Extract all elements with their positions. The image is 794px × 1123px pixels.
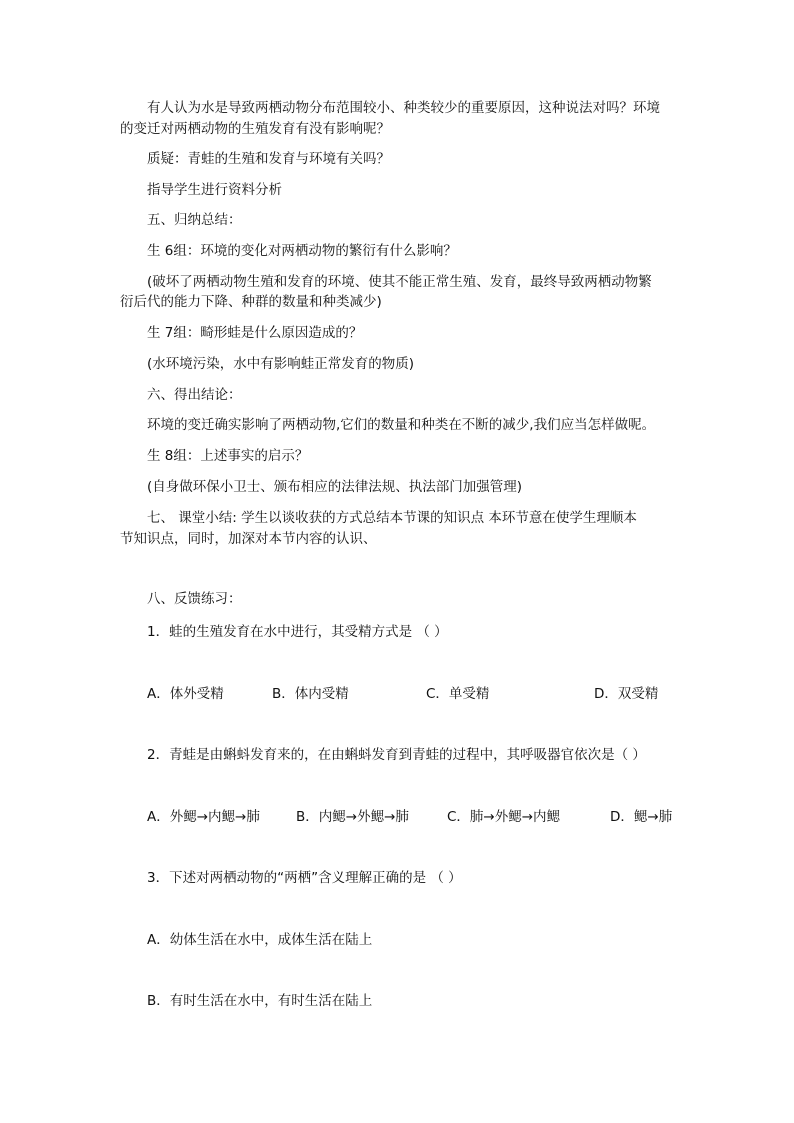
intro-guide: 指导学生进行资料分析 <box>147 182 282 198</box>
question-1-stem: 1．蛙的生殖发育在水中进行，其受精方式是 （ ） <box>147 624 448 640</box>
question-2-option-a: A．外鳃→内鳃→肺 <box>147 809 260 825</box>
group8-question: 生 8组：上述事实的启示？ <box>147 448 309 464</box>
question-3-option-b: B．有时生活在水中，有时生活在陆上 <box>147 993 373 1009</box>
question-2-option-c: C．肺→外鳃→内鳃 <box>447 809 561 825</box>
question-1-option-a: A．体外受精 <box>147 686 224 702</box>
section5-heading: 五、归纳总结： <box>147 212 242 228</box>
section8-heading: 八、反馈练习： <box>147 591 242 607</box>
group6-answer-line-1: (破坏了两栖动物生殖和发育的环境、使其不能正常生殖、发育，最终导致两栖动物繁 <box>147 274 652 290</box>
question-2-option-d: D．鳃→肺 <box>610 809 673 825</box>
intro-line-1: 有人认为水是导致两栖动物分布范围较小、种类较少的重要原因，这种说法对吗？环境 <box>147 100 660 116</box>
section6-heading: 六、得出结论： <box>147 387 242 403</box>
section7-line-2: 节知识点，同时，加深对本节内容的认识、 <box>120 531 377 547</box>
group6-question: 生 6组：环境的变化对两栖动物的繁衍有什么影响？ <box>147 243 457 259</box>
question-3-stem: 3．下述对两栖动物的“两栖”含义理解正确的是 （ ） <box>147 870 462 886</box>
section6-conclusion: 环境的变迁确实影响了两栖动物,它们的数量和种类在不断的减少,我们应当怎样做呢。 <box>147 417 656 433</box>
group8-answer: (自身做环保小卫士、颁布相应的法律法规、执法部门加强管理) <box>147 479 523 495</box>
question-1-option-d: D．双受精 <box>594 686 659 702</box>
question-1-option-c: C．单受精 <box>426 686 490 702</box>
intro-question: 质疑：青蛙的生殖和发育与环境有关吗？ <box>147 151 390 167</box>
question-3-option-a: A．幼体生活在水中，成体生活在陆上 <box>147 932 373 948</box>
section7-line-1: 七、 课堂小结: 学生以谈收获的方式总结本节课的知识点 本环节意在使学生理顺本 <box>147 510 637 526</box>
question-1-option-b: B．体内受精 <box>272 686 349 702</box>
question-2-stem: 2．青蛙是由蝌蚪发育来的，在由蝌蚪发育到青蛙的过程中，其呼吸器官依次是（ ） <box>147 747 646 763</box>
intro-line-2: 的变迁对两栖动物的生殖发育有没有影响呢？ <box>120 121 390 137</box>
group7-question: 生 7组：畸形蛙是什么原因造成的？ <box>147 325 363 341</box>
group7-answer: (水环境污染，水中有影响蛙正常发育的物质) <box>147 356 415 372</box>
group6-answer-line-2: 衍后代的能力下降、种群的数量和种类减少) <box>120 294 382 310</box>
question-2-option-b: B．内鳃→外鳃→肺 <box>296 809 409 825</box>
